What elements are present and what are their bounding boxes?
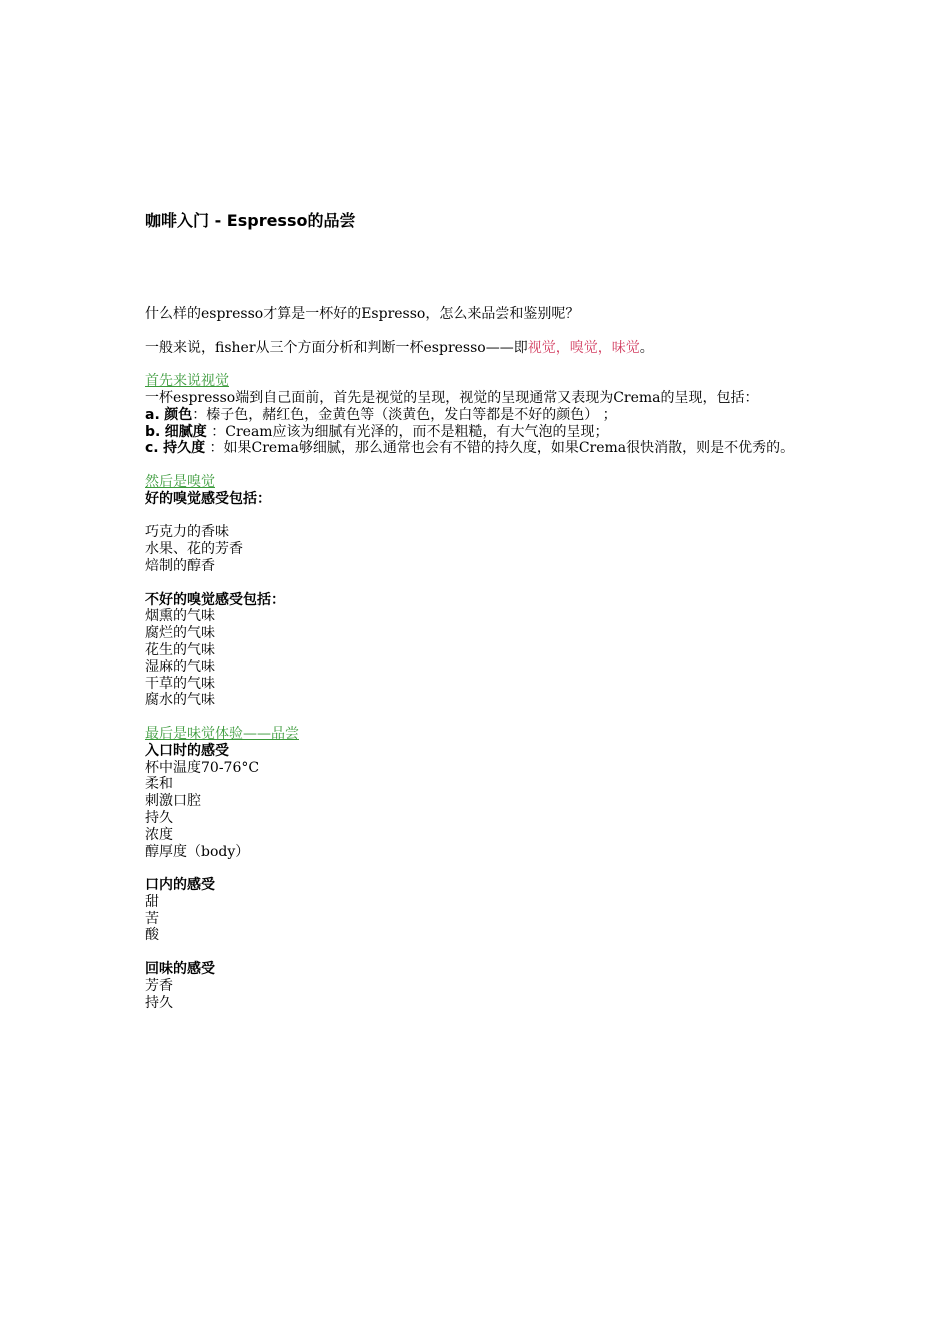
document-title: 咖啡入门 - Espresso的品尝 [145,211,356,230]
list-item: 酸 [145,927,159,944]
visual-item-sep: ： [206,423,226,440]
taste-mouth-heading: 口内的感受 [145,877,215,894]
list-item: 甜 [145,893,159,910]
intro-summary [145,340,825,357]
list-item: 杯中温度70-76°C [145,759,260,776]
taste-heading: 最后是味觉体验——品尝 [145,725,299,742]
list-item: 芳香 [145,977,173,994]
taste-after-heading: 回味的感受 [145,961,215,978]
list-item: 腐水的气味 [145,692,215,709]
list-item: 烟熏的气味 [145,608,215,625]
visual-item-text: 榛子色，赭红色，金黄色等（淡黄色，发白等都是不好的颜色） ； [206,406,617,423]
list-item: 持久 [145,994,173,1011]
list-item: 焙制的醇香 [145,557,215,574]
list-item: 水果、花的芳香 [145,541,243,558]
taste-entry-heading: 入口时的感受 [145,742,229,759]
list-item: 苦 [145,910,159,927]
list-item: 持久 [145,809,173,826]
visual-item-color [145,407,825,424]
visual-item-marker: b. [145,423,161,440]
visual-item-fineness [145,424,825,441]
smell-bad-heading: 不好的嗅觉感受包括： [145,591,285,608]
intro-summary-prefix: 一般来说，fisher从三个方面分析和判断一杯espresso——即 [145,339,528,356]
list-item: 湿麻的气味 [145,658,215,675]
visual-item-term: 细腻度 [164,423,207,440]
intro-question: 什么样的espresso才算是一杯好的Espresso，怎么来品尝和鉴别呢？ [145,306,580,322]
visual-item-sep: ： [192,406,207,423]
list-item: 花生的气味 [145,641,215,658]
visual-item-term: 颜色 [164,406,193,423]
visual-item-marker: a. [145,406,160,423]
visual-heading: 首先来说视觉 [145,373,229,390]
visual-description: 一杯espresso端到自己面前，首先是视觉的呈现，视觉的呈现通常又表现为Crema的呈现，包括： [145,389,759,406]
list-item: 浓度 [145,826,173,843]
smell-heading: 然后是嗅觉 [145,473,215,490]
intro-summary-suffix: 。 [639,339,654,356]
intro-summary-highlight: 视觉，嗅觉，味觉 [527,339,640,356]
list-item: 醇厚度（body） [145,843,250,860]
smell-good-heading: 好的嗅觉感受包括： [145,490,271,507]
visual-item-marker: c. [145,440,159,457]
list-item: 巧克力的香味 [145,524,229,541]
list-item: 刺激口腔 [145,793,201,810]
visual-item-sep: ： [205,440,224,457]
list-item: 干草的气味 [145,675,215,692]
document-body [145,306,825,1011]
list-item: 柔和 [145,776,173,793]
visual-item-text: Cream应该为细腻有光泽的，而不是粗糙，有大气泡的呈现； [225,423,609,440]
list-item: 腐烂的气味 [145,625,215,642]
visual-item-text: 如果Crema够细腻，那么通常也会有不错的持久度，如果Crema很快消散，则是不优秀的。 [223,440,795,457]
visual-item-persistence [145,440,825,457]
visual-item-term: 持久度 [163,440,206,457]
